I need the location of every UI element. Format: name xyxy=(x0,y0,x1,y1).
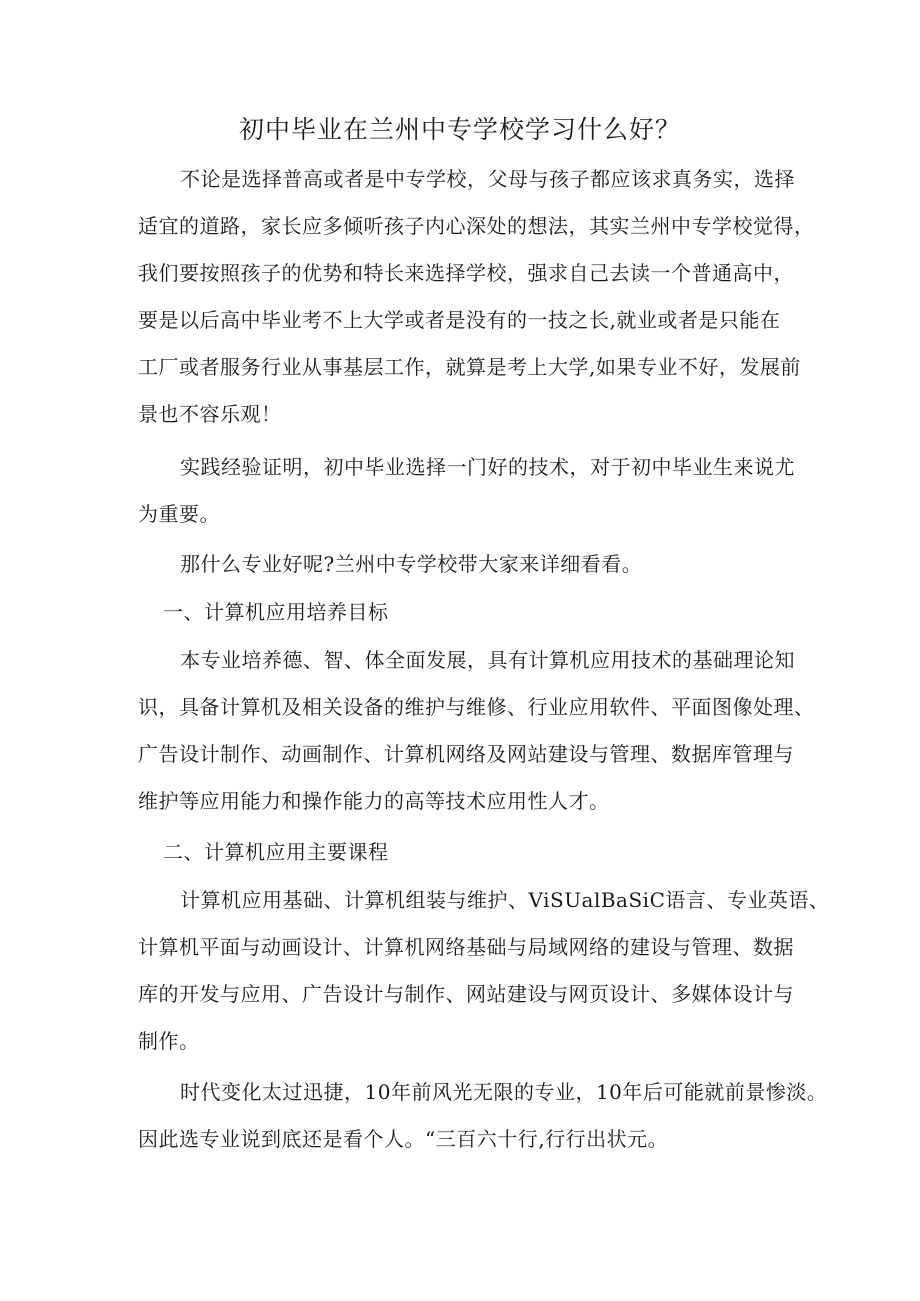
paragraph-5-line-1: 计算机应用基础、计算机组装与维护、ViSUalBaSiC语言、专业英语、 xyxy=(180,888,830,912)
paragraph-1-line-3: 我们要按照孩子的优势和特长来选择学校，强求自己去读一个普通高中， xyxy=(138,261,794,285)
paragraph-5-line-4: 制作。 xyxy=(138,1029,200,1053)
paragraph-2-line-1: 实践经验证明，初中毕业选择一门好的技术，对于初中毕业生来说尤 xyxy=(180,455,795,479)
paragraph-1-line-4: 要是以后高中毕业考不上大学或者是没有的一技之长,就业或者是只能在 xyxy=(138,308,781,332)
paragraph-4-line-1: 本专业培养德、智、体全面发展，具有计算机应用技术的基础理论知 xyxy=(180,648,795,672)
paragraph-3-line-1: 那什么专业好呢?兰州中专学校带大家来详细看看。 xyxy=(180,552,643,576)
paragraph-6-line-2: 因此选专业说到底还是看个人。“三百六十行,行行出状元。 xyxy=(138,1127,669,1151)
paragraph-1-line-6: 景也不容乐观！ xyxy=(138,402,282,426)
paragraph-2-line-2: 为重要。 xyxy=(138,502,220,526)
paragraph-6-line-1: 时代变化太过迅捷，10年前风光无限的专业，10年后可能就前景惨淡。 xyxy=(180,1080,828,1104)
paragraph-5-line-2: 计算机平面与动画设计、计算机网络基础与局域网络的建设与管理、数据 xyxy=(138,935,794,959)
paragraph-1-line-5: 工厂或者服务行业从事基层工作，就算是考上大学,如果专业不好，发展前 xyxy=(138,355,801,379)
paragraph-4-line-4: 维护等应用能力和操作能力的高等技术应用性人才。 xyxy=(138,789,610,813)
section-2-heading: 二、计算机应用主要课程 xyxy=(163,840,389,864)
paragraph-4-line-2: 识，具备计算机及相关设备的维护与维修、行业应用软件、平面图像处理、 xyxy=(138,695,815,719)
paragraph-1-line-1: 不论是选择普高或者是中专学校，父母与孩子都应该求真务实，选择 xyxy=(180,167,795,191)
paragraph-5-line-3: 库的开发与应用、广告设计与制作、网站建设与网页设计、多媒体设计与 xyxy=(138,982,794,1006)
section-1-heading: 一、计算机应用培养目标 xyxy=(163,600,389,624)
document-title: 初中毕业在兰州中专学校学习什么好？ xyxy=(238,115,681,144)
paragraph-1-line-2: 适宜的道路，家长应多倾听孩子内心深处的想法，其实兰州中专学校觉得， xyxy=(138,214,815,238)
paragraph-4-line-3: 广告设计制作、动画制作、计算机网络及网站建设与管理、数据库管理与 xyxy=(138,742,794,766)
